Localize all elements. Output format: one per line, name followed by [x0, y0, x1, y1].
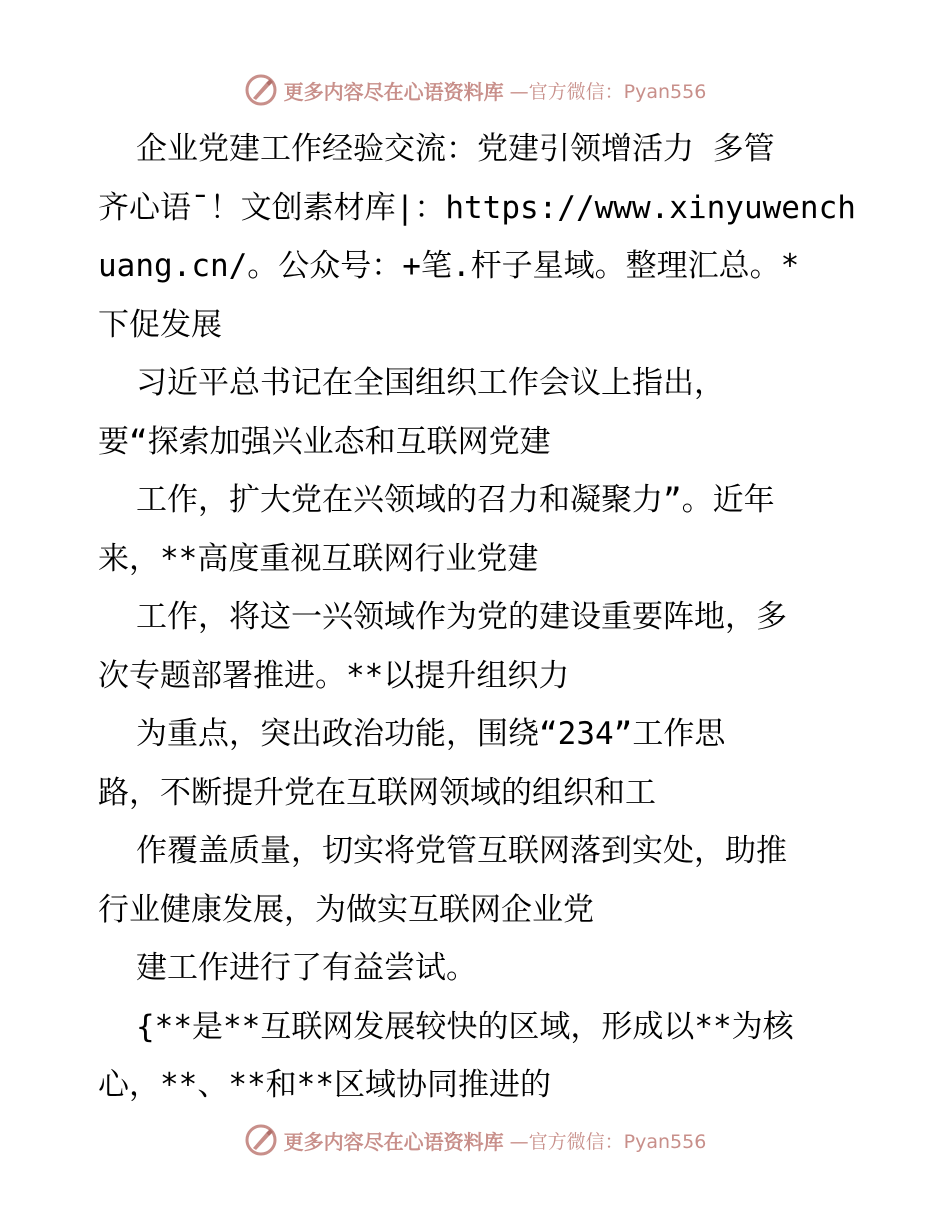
text-line: 来，**高度重视互联网行业党建	[98, 540, 539, 577]
text-line: 心，**、**和**区域协同推进的	[98, 1067, 551, 1103]
text-line: 习近平总书记在全国组织工作会议上指出，	[136, 365, 725, 401]
text-line: 企业党建工作经验交流：党建引领增活力 多管	[136, 131, 775, 167]
text-line: 路，不断提升党在互联网领域的组织和工	[98, 774, 656, 811]
text-line: 工作，将这一兴领域作为党的建设重要阵地，多	[136, 599, 787, 635]
text-line: 行业健康发展，为做实互联网企业党	[98, 891, 594, 928]
text-line: 下促发展	[98, 306, 222, 343]
header-banner-title: 更多内容尽在心语资料库	[283, 79, 504, 104]
pen-logo-icon	[244, 1123, 278, 1157]
footer-banner-title: 更多内容尽在心语资料库	[283, 1129, 504, 1154]
header-banner-wechat: —官方微信：Pyan556	[509, 80, 707, 103]
text-line: {**是**互联网发展较快的区域，形成以**为核	[136, 1008, 794, 1045]
footer-banner-wechat: —官方微信：Pyan556	[509, 1130, 707, 1153]
pen-logo-icon	[244, 73, 278, 107]
text-line: 作覆盖质量，切实将党管互联网落到实处，助推	[136, 833, 787, 869]
text-line: 要“探索加强兴业态和互联网党建	[98, 423, 551, 460]
text-line: 为重点，突出政治功能，围绕“234”工作思	[136, 716, 726, 752]
text-line: uang.cn/。公众号：+笔.杆子星域。整理汇总。*	[98, 248, 800, 284]
header-watermark-banner	[0, 70, 950, 110]
text-line: 次专题部署推进。**以提升组织力	[98, 657, 570, 694]
text-line: 工作，扩大党在兴领域的召力和凝聚力”。近年	[136, 482, 775, 518]
text-line: 齐心语¯！文创素材库|：https://www.xinyuwench	[98, 189, 856, 226]
text-line: 建工作进行了有益尝试。	[136, 950, 477, 986]
document-body	[98, 120, 858, 1115]
footer-watermark-banner	[0, 1120, 950, 1160]
